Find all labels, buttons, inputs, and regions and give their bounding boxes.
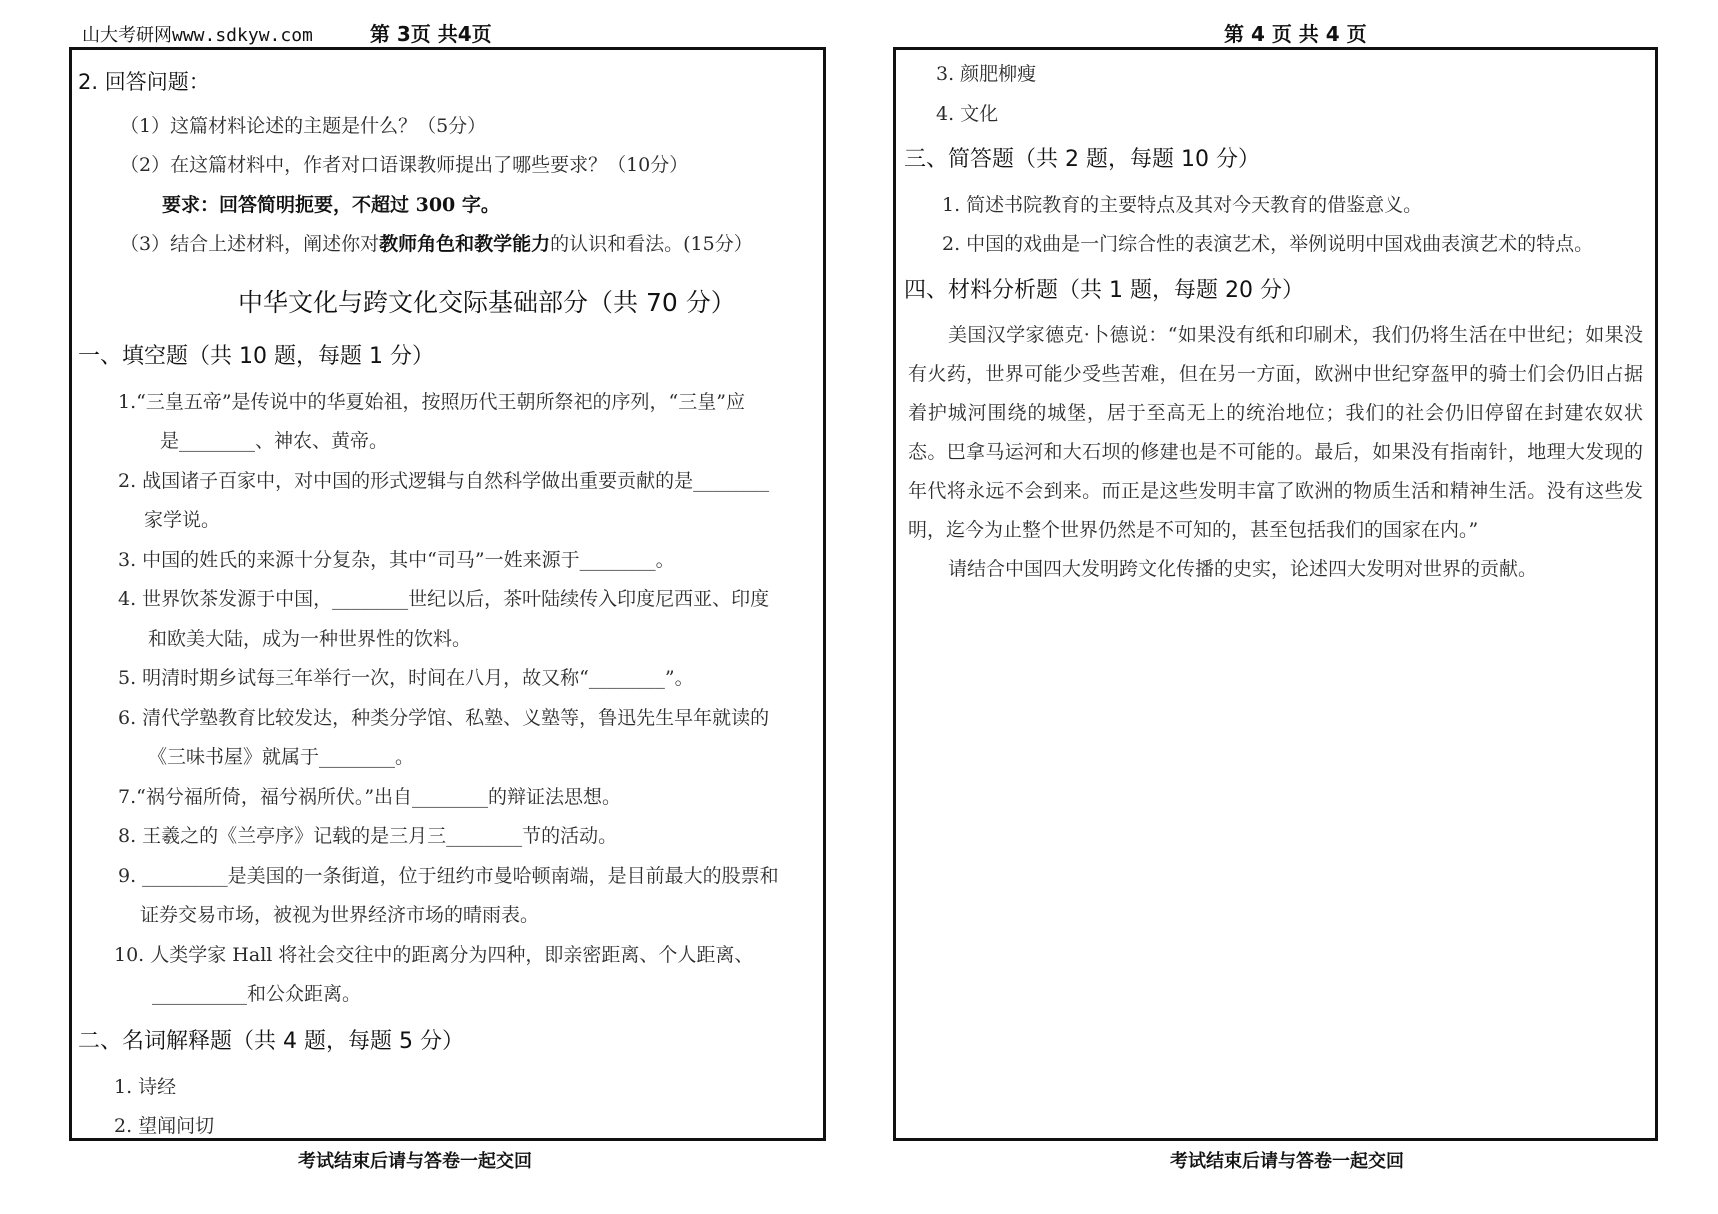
- page-number: 第 4 页 共 4 页: [1224, 22, 1367, 46]
- fill-line: 5. 明清时期乡试每三年举行一次，时间在八月，故又称“________”。: [118, 667, 694, 689]
- term-item: 4. 文化: [936, 103, 999, 125]
- question-2-3-text: （3）结合上述材料，阐述你对: [120, 233, 380, 255]
- question-2-requirement: 要求：回答简明扼要，不超过 300 字。: [162, 194, 500, 216]
- page-header-left: [82, 18, 492, 47]
- fill-line: __________和公众距离。: [152, 983, 362, 1005]
- fill-line: 2. 战国诸子百家中，对中国的形式逻辑与自然科学做出重要贡献的是________: [118, 470, 770, 492]
- footer-note: 考试结束后请与答卷一起交回: [1170, 1151, 1404, 1172]
- page-header-right: [1224, 18, 1367, 47]
- fill-line: 1.“三皇五帝”是传说中的华夏始祖，按照历代王朝所祭祀的序列，“三皇”应: [118, 391, 745, 413]
- fill-line: 和欧美大陆，成为一种世界性的饮料。: [148, 628, 472, 650]
- fill-line: 是________、神农、黄帝。: [160, 430, 389, 452]
- term-item: 2. 望闻问切: [114, 1115, 215, 1137]
- fill-line: 家学说。: [144, 509, 221, 531]
- footer-note: 考试结束后请与答卷一起交回: [298, 1151, 532, 1172]
- fill-line: 10. 人类学家 Hall 将社会交往中的距离分为四种，即亲密距离、个人距离、: [114, 944, 754, 966]
- section-1-title: 一、填空题（共 10 题，每题 1 分）: [78, 344, 434, 369]
- fill-line: 6. 清代学塾教育比较发达，种类分学馆、私塾、义塾等，鲁迅先生早年就读的: [118, 707, 770, 729]
- section-3-title: 三、简答题（共 2 题，每题 10 分）: [904, 147, 1260, 172]
- part-title: 中华文化与跨文化交际基础部分（共 70 分）: [238, 288, 736, 317]
- material-task: 请结合中国四大发明跨文化传播的史实，论述四大发明对世界的贡献。: [948, 558, 1538, 580]
- question-2-3-text-end: 的认识和看法。(15分）: [550, 233, 753, 255]
- term-item: 3. 颜肥柳瘦: [936, 63, 1037, 85]
- section-4-title: 四、材料分析题（共 1 题，每题 20 分）: [904, 278, 1304, 303]
- question-2-2: （2）在这篇材料中，作者对口语课教师提出了哪些要求？（10分）: [120, 154, 689, 176]
- material-paragraph: 美国汉学家德克·卜德说：“如果没有纸和印刷术，我们仍将生活在中世纪；如果没有火药，世界可能少受些苦难，但在另一方面，欧洲中世纪穿盔甲的骑士们会仍旧占据着护城河围绕的城堡，居于至高无上的统治地位；我们的社会仍旧停留在封建农奴状态。巴拿马运河和大石坝的修建也是不可能的。最后，如果没有指南针，地理大发现的年代将永远不会到来。而正是这些发明丰富了欧洲的物质生活和精神生活。没有这些发明，迄今为止整个世界仍然是不可知的，甚至包括我们的国家在内。”: [908, 324, 1643, 541]
- question-2-1: （1）这篇材料论述的主题是什么？（5分）: [120, 115, 487, 137]
- short-answer-item: 2. 中国的戏曲是一门综合性的表演艺术，举例说明中国戏曲表演艺术的特点。: [942, 233, 1594, 255]
- section-2-title: 二、名词解释题（共 4 题，每题 5 分）: [78, 1029, 464, 1054]
- fill-line: 《三味书屋》就属于________。: [148, 746, 415, 768]
- fill-line: 8. 王羲之的《兰亭序》记载的是三月三________节的活动。: [118, 825, 618, 847]
- question-2-title: 2. 回答问题：: [78, 70, 210, 94]
- site-watermark: 山大考研网www.sdkyw.com: [82, 25, 313, 46]
- page-number: 第 3页 共4页: [369, 22, 492, 46]
- term-item: 1. 诗经: [114, 1076, 177, 1098]
- short-answer-item: 1. 简述书院教育的主要特点及其对今天教育的借鉴意义。: [942, 194, 1423, 216]
- question-2-3: [120, 229, 753, 256]
- fill-line: 3. 中国的姓氏的来源十分复杂，其中“司马”一姓来源于________。: [118, 549, 675, 571]
- fill-line: 证券交易市场，被视为世界经济市场的晴雨表。: [140, 904, 540, 926]
- fill-line: 7.“祸兮福所倚，福兮祸所伏。”出自________的辩证法思想。: [118, 786, 622, 808]
- fill-line: 4. 世界饮茶发源于中国，________世纪以后，茶叶陆续传入印度尼西亚、印度: [118, 588, 770, 610]
- question-2-3-emphasis: 教师角色和教学能力: [379, 233, 551, 255]
- fill-line: 9. _________是美国的一条街道，位于纽约市曼哈顿南端，是目前最大的股票和: [118, 865, 779, 887]
